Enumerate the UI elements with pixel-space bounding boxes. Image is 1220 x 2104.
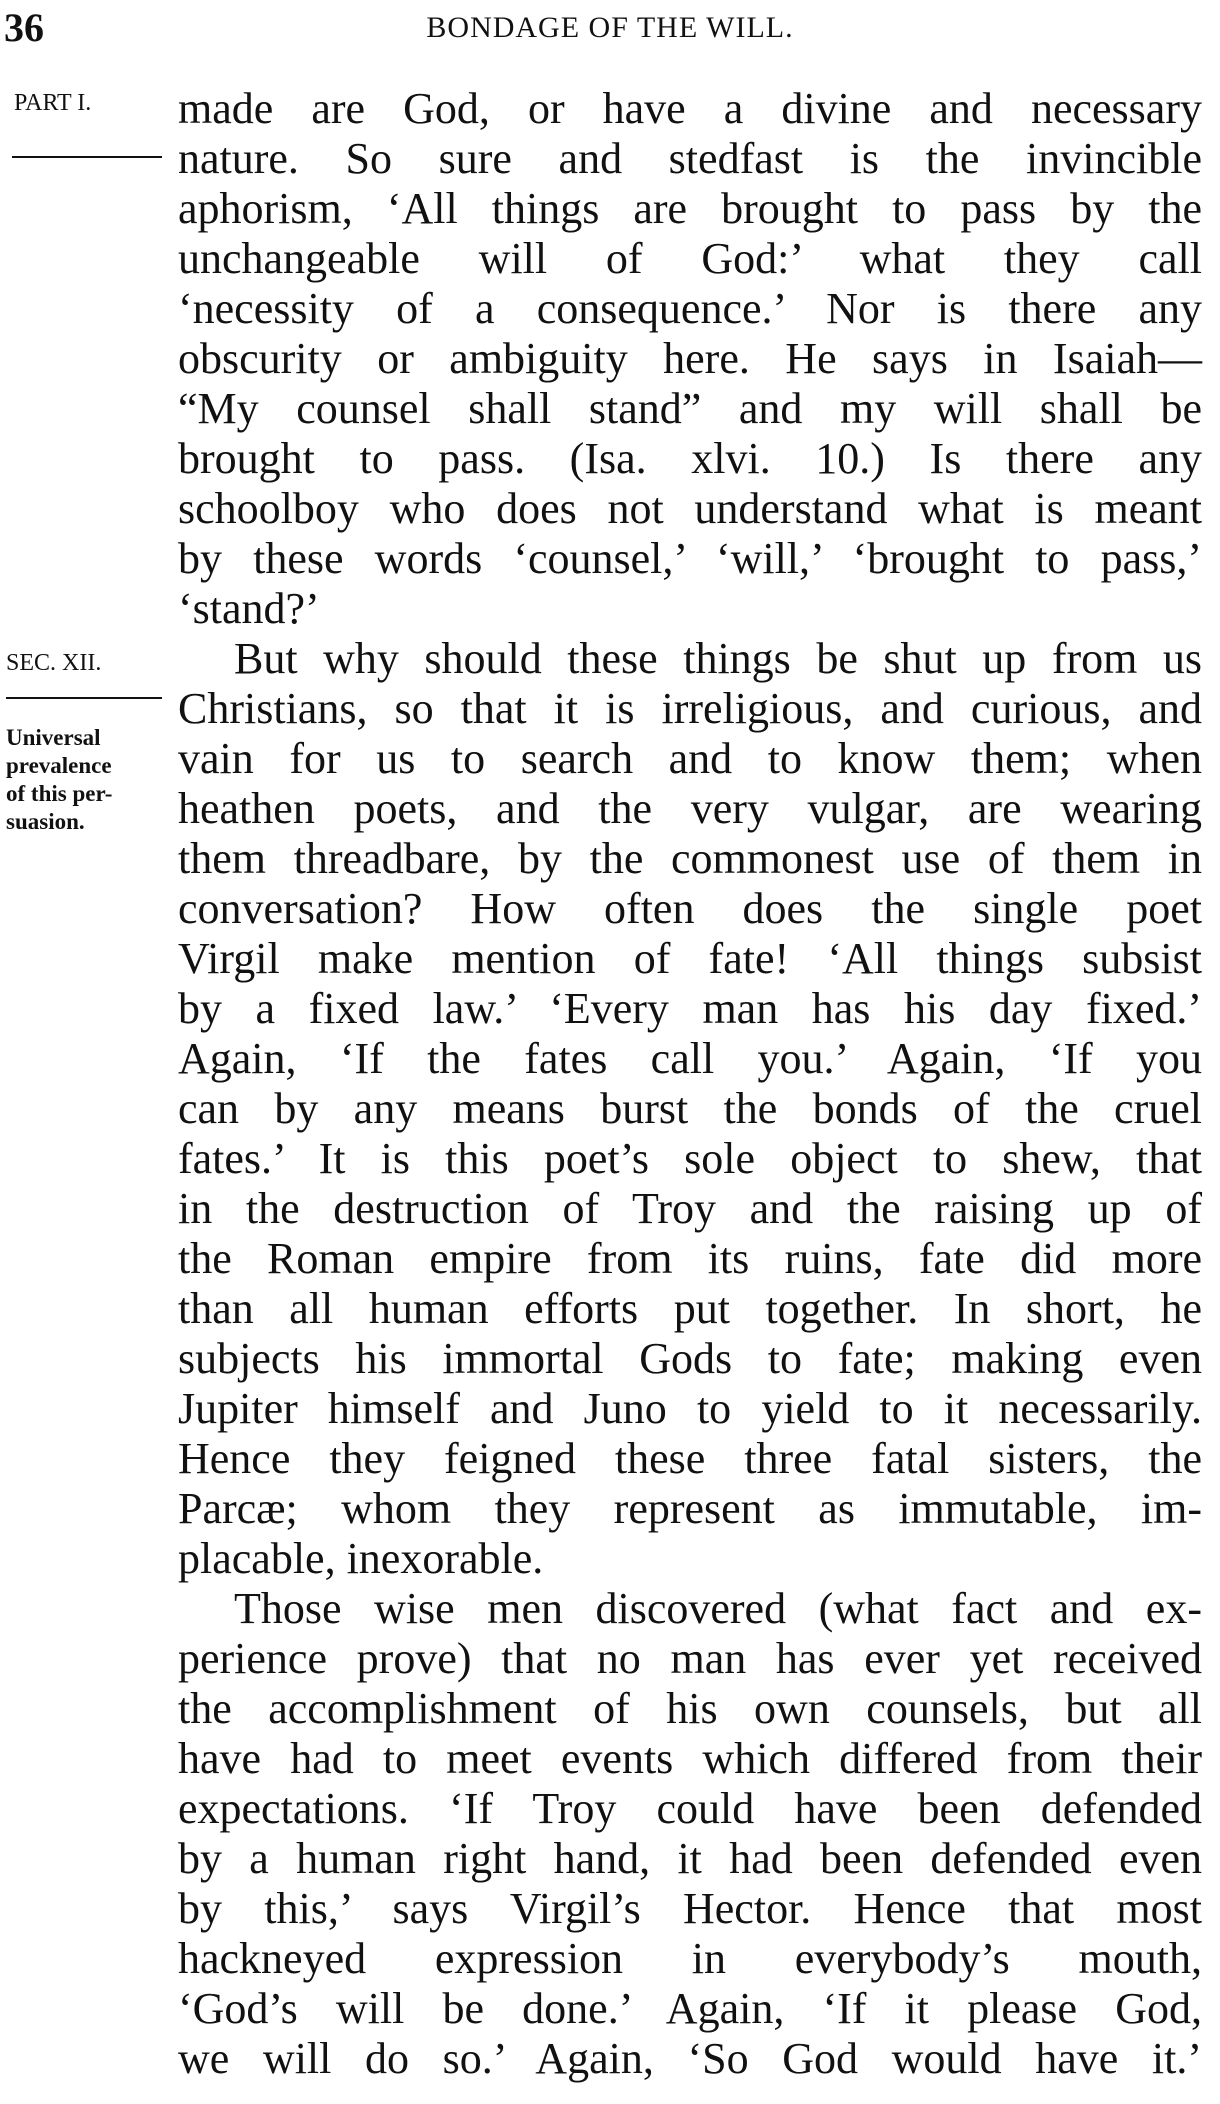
margin-note-line: Universal (6, 725, 101, 750)
text-line: than all human efforts put together. In short, he (178, 1284, 1202, 1333)
text-line: Virgil make mention of fate! ‘All things subsist (178, 934, 1202, 983)
text-line: fates.’ It is this poet’s sole object to shew, that (178, 1134, 1202, 1183)
text-line: Parcæ; whom they represent as immutable, im- (178, 1484, 1202, 1533)
text-line: unchangeable will of God:’ what they call (178, 234, 1202, 283)
text-line: by this,’ says Virgil’s Hector. Hence that most (178, 1884, 1202, 1933)
margin-note-line: of this per- (6, 781, 113, 806)
text-line: Hence they feigned these three fatal sisters, the (178, 1434, 1202, 1483)
text-line: aphorism, ‘All things are brought to pass by the (178, 184, 1202, 233)
text-line: schoolboy who does not understand what is meant (178, 484, 1202, 533)
margin-note-line: prevalence (6, 753, 112, 778)
text-line: the Roman empire from its ruins, fate did more (178, 1234, 1202, 1283)
margin-section-label: SEC. XII. (6, 650, 102, 676)
text-line: perience prove) that no man has ever yet received (178, 1634, 1202, 1683)
text-line: But why should these things be shut up from us (234, 634, 1202, 683)
text-line: Jupiter himself and Juno to yield to it necessarily. (178, 1384, 1202, 1433)
text-line: them threadbare, by the commonest use of them in (178, 834, 1202, 883)
text-line: Those wise men discovered (what fact and ex- (234, 1584, 1202, 1633)
margin-part-label: PART I. (14, 90, 92, 116)
text-line: hackneyed expression in everybody’s mouth, (178, 1934, 1202, 1983)
text-line: by a human right hand, it had been defended even (178, 1834, 1202, 1883)
text-line: brought to pass. (Isa. xlvi. 10.) Is there any (178, 434, 1202, 483)
body-text (178, 84, 1202, 2084)
text-line: have had to meet events which differed from their (178, 1734, 1202, 1783)
text-line: we will do so.’ Again, ‘So God would have it.’ (178, 2034, 1202, 2083)
text-line: by a fixed law.’ ‘Every man has his day fixed.’ (178, 984, 1202, 1033)
text-line: can by any means burst the bonds of the cruel (178, 1084, 1202, 1133)
text-line: by these words ‘counsel,’ ‘will,’ ‘brought to pass,’ (178, 534, 1202, 583)
text-line: placable, inexorable. (178, 1534, 544, 1583)
text-line: “My counsel shall stand” and my will shall be (178, 384, 1202, 433)
text-line: ‘necessity of a consequence.’ Nor is there any (178, 284, 1202, 333)
running-title: BONDAGE OF THE WILL. (426, 11, 794, 44)
page-number: 36 (4, 5, 44, 50)
text-line: nature. So sure and stedfast is the invincible (178, 134, 1202, 183)
margin-rule (6, 697, 162, 699)
text-line: Christians, so that it is irreligious, and curious, and (178, 684, 1202, 733)
margin-rule (12, 156, 162, 158)
text-line: expectations. ‘If Troy could have been defended (178, 1784, 1202, 1833)
text-line: heathen poets, and the very vulgar, are wearing (178, 784, 1202, 833)
text-line: ‘stand?’ (178, 584, 320, 633)
margin-note (6, 724, 166, 836)
text-line: subjects his immortal Gods to fate; making even (178, 1334, 1202, 1383)
text-line: Again, ‘If the fates call you.’ Again, ‘If you (178, 1034, 1202, 1083)
text-line: vain for us to search and to know them; when (178, 734, 1202, 783)
text-line: the accomplishment of his own counsels, but all (178, 1684, 1202, 1733)
text-line: ‘God’s will be done.’ Again, ‘If it please God, (178, 1984, 1202, 2033)
text-line: in the destruction of Troy and the raising up of (178, 1184, 1202, 1233)
margin-note-line: suasion. (6, 809, 85, 834)
text-line: obscurity or ambiguity here. He says in Isaiah— (178, 334, 1202, 383)
text-line: conversation? How often does the single poet (178, 884, 1202, 933)
text-line: made are God, or have a divine and necessary (178, 84, 1202, 133)
